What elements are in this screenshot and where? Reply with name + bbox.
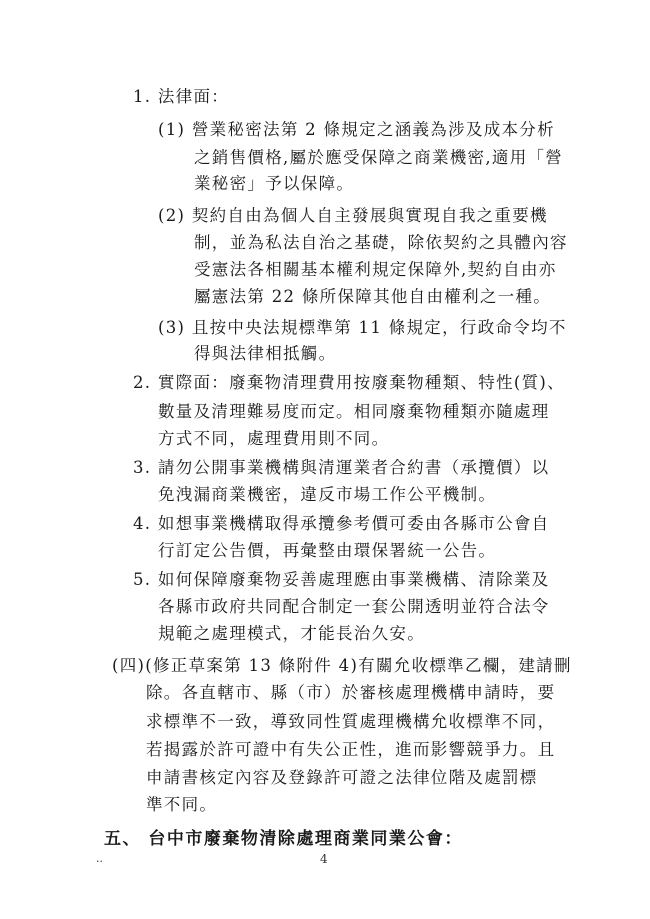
text-line: 業秘密」予以保障。 [194, 174, 355, 193]
text-line: 1. 法律面： [133, 87, 230, 106]
text-line: 3. 請勿公開事業機構與清運業者合約書（承攬價）以 [133, 458, 550, 477]
text-line: (1) 營業秘密法第 2 條規定之涵義為涉及成本分析 [158, 120, 555, 139]
text-line: 各縣市政府共同配合制定一套公開透明並符合法令 [158, 597, 550, 616]
text-line: 數量及清理難易度而定。相同廢棄物種類亦隨處理 [158, 402, 550, 421]
text-line: (3) 且按中央法規標準第 11 條規定，行政命令均不 [158, 318, 567, 337]
text-line: (2) 契約自由為個人自主發展與實現自我之重要機 [158, 206, 548, 225]
text-line: 2. 實際面：廢棄物清理費用按廢棄物種類、特性(質)、 [133, 373, 565, 392]
text-line: 5. 如何保障廢棄物妥善處理應由事業機構、清除業及 [133, 570, 550, 589]
text-line: 規範之處理模式，才能長治久安。 [158, 624, 425, 643]
text-line: 申請書核定內容及登錄許可證之法律位階及處罰標 [146, 768, 538, 787]
text-line: 準不同。 [146, 795, 218, 814]
footer-mark: .. [96, 852, 103, 865]
text-line: 求標準不一致，導致同性質處理機構允收標準不同， [146, 712, 556, 731]
text-line: 若揭露於許可證中有失公正性，進而影響競爭力。且 [146, 740, 556, 759]
text-line: (四)(修正草案第 13 條附件 4)有關允收標準乙欄，建請刪 [112, 656, 572, 675]
text-line: 制，並為私法自治之基礎，除依契約之具體內容 [194, 233, 568, 252]
text-line: 得與法律相抵觸。 [194, 344, 337, 363]
text-line: 除。各直轄市、縣（市）於審核處理機構申請時，要 [146, 683, 556, 702]
text-line: 免洩漏商業機密，違反市場工作公平機制。 [158, 485, 497, 504]
text-line: 4. 如想事業機構取得承攬參考價可委由各縣市公會自 [133, 514, 550, 533]
page-number: 4 [320, 852, 328, 866]
text-line: 受憲法各相關基本權利規定保障外,契約自由亦 [194, 260, 557, 279]
text-line: 方式不同，處理費用則不同。 [158, 429, 390, 448]
text-line: 行訂定公告價，再彙整由環保署統一公告。 [158, 541, 497, 560]
text-line: 之銷售價格,屬於應受保障之商業機密,適用「營 [194, 148, 564, 167]
section-heading: 五、 台中市廢棄物清除處理商業同業公會： [104, 829, 463, 849]
text-line: 屬憲法第 22 條所保障其他自由權利之一種。 [194, 287, 552, 306]
